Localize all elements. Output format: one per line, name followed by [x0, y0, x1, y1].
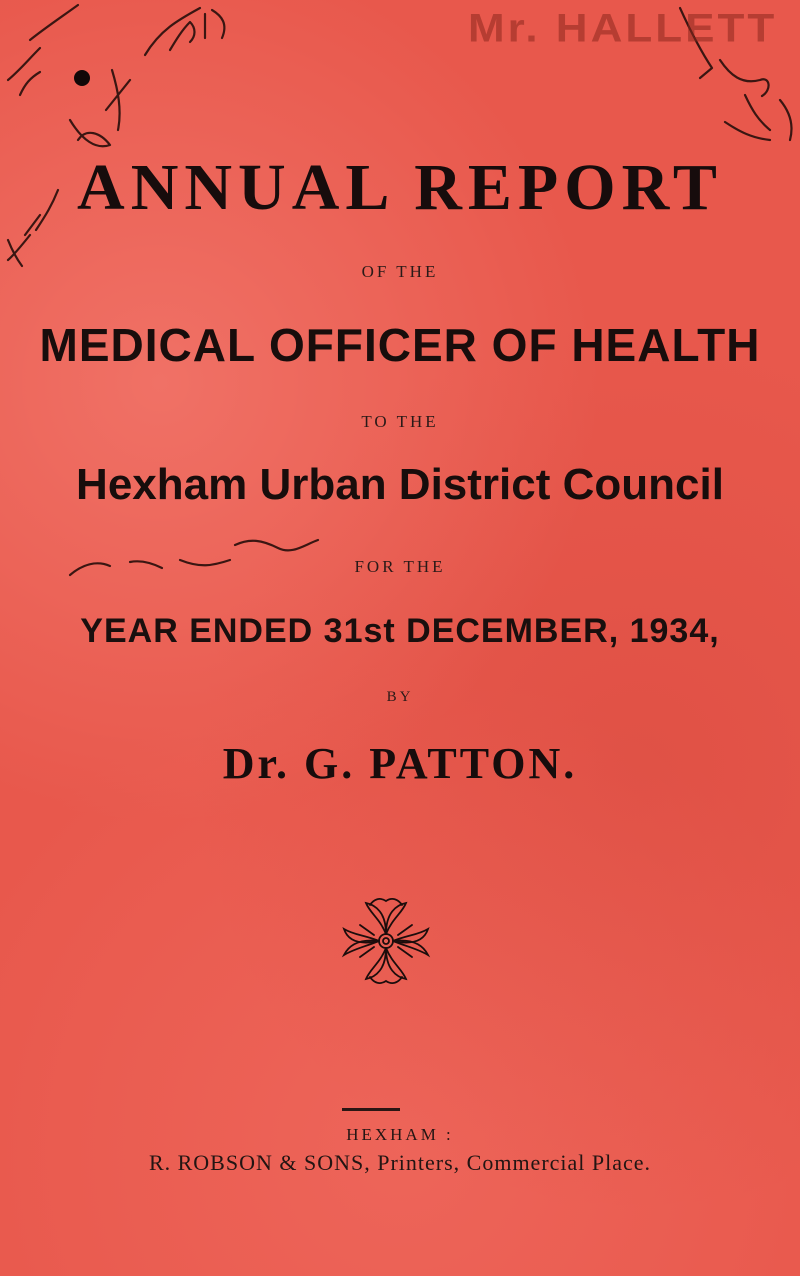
handwritten-scribbles — [0, 0, 800, 600]
printer-imprint: R. ROBSON & SONS, Printers, Commercial Place. — [148, 1150, 652, 1175]
council-heading: Hexham Urban District Council — [76, 460, 724, 509]
of-the-label: OF THE — [361, 262, 439, 281]
handwritten-annotation: Mr. HALLETT — [468, 6, 778, 51]
for-the-label: FOR THE — [354, 557, 446, 576]
divider-rule — [342, 1108, 400, 1111]
officer-heading: MEDICAL OFFICER OF HEALTH — [39, 319, 761, 371]
flourish-ornament-icon — [340, 895, 432, 987]
publisher-place: HEXHAM : — [346, 1125, 454, 1144]
by-label: BY — [386, 689, 414, 705]
report-title: ANNUAL REPORT — [77, 151, 723, 224]
to-the-label: TO THE — [361, 412, 439, 431]
author-name: Dr. G. PATTON. — [222, 739, 578, 788]
year-heading: YEAR ENDED 31st DECEMBER, 1934, — [80, 612, 720, 650]
